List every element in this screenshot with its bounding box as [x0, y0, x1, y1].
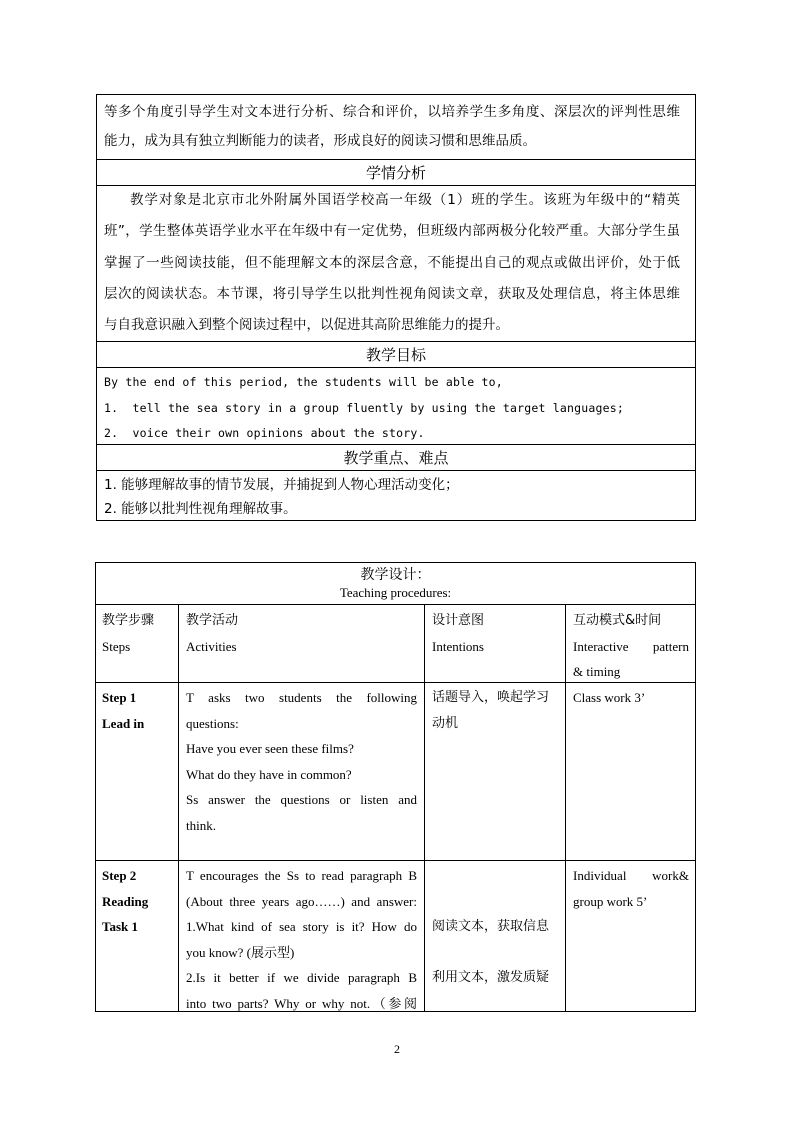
col-divider: [565, 604, 566, 1012]
activity-cell: [186, 863, 417, 1016]
activity-line: Ss answer the questions or listen and: [186, 792, 417, 807]
col-divider: [424, 604, 425, 1012]
activity-line: questions:: [186, 715, 239, 731]
analysis-line: 与自我意识融入到整个阅读过程中，以促进其高阶思维能力的提升。: [104, 317, 509, 333]
analysis-line: 层次的阅读状态。本节课，将引导学生以批判性视角阅读文章，获取及处理信息，将主体思维: [104, 286, 680, 302]
step-label: Step 2: [102, 868, 137, 883]
intention-line: 动机: [432, 715, 459, 731]
col-header-activities-en: Activities: [186, 638, 237, 654]
page-number: 2: [394, 1042, 400, 1056]
step-cell: [102, 863, 174, 940]
step-label: Step 1: [102, 690, 137, 705]
activity-line: What do they have in common?: [186, 766, 352, 782]
col-header-steps-en: Steps: [102, 638, 131, 654]
col-header-steps-cn: 教学步骤: [102, 613, 155, 628]
activity-line: into two parts? Why or why not.（参阅: [186, 995, 417, 1011]
section-header-key: 教学重点、难点: [343, 449, 449, 467]
step-label: Lead in: [102, 715, 145, 731]
col-header-pattern: [573, 608, 689, 685]
row-divider: [96, 470, 696, 471]
col-header-intentions: [432, 608, 560, 659]
intro-line: 能力，成为具有独立判断能力的读者，形成良好的阅读习惯和思维品质。: [104, 133, 536, 149]
row-divider: [96, 159, 696, 160]
col-header-pattern-cn: 互动模式&时间: [573, 613, 662, 628]
intention-line: 利用文本，激发质疑: [432, 970, 550, 985]
table-title-en: Teaching procedures:: [339, 585, 452, 600]
row-divider: [96, 367, 696, 368]
step-label: Task 1: [102, 919, 139, 934]
col-header-intentions-en: Intentions: [432, 638, 484, 654]
intention-line: 阅读文本，获取信息: [432, 919, 550, 934]
goal-line: 2. voice their own opinions about the story.: [104, 426, 425, 440]
section-header-goals: 教学目标: [365, 346, 426, 364]
col-header-intentions-cn: 设计意图: [432, 613, 485, 628]
row-divider: [96, 185, 696, 186]
activity-line: T encourages the Ss to read paragraph B: [186, 868, 417, 883]
col-header-pattern-en: Interactive pattern: [573, 638, 689, 654]
key-line: 2. 能够以批判性视角理解故事。: [104, 501, 297, 517]
row-divider: [96, 341, 696, 342]
activity-line: 2.Is it better if we divide paragraph B: [186, 970, 417, 985]
step-label: Reading: [102, 893, 149, 909]
col-divider: [178, 604, 179, 1012]
row-divider: [95, 860, 696, 861]
intention-cell: [432, 685, 560, 736]
step-cell: [102, 685, 174, 736]
activity-line: Have you ever seen these films?: [186, 741, 354, 756]
pattern-line: Individual work&: [573, 868, 689, 883]
activity-line: T asks two students the following: [186, 690, 417, 705]
intention-line: 话题导入，唤起学习: [432, 690, 550, 705]
pattern-cell: [573, 863, 689, 914]
section-header-analysis: 学情分析: [365, 164, 426, 182]
goal-line: By the end of this period, the students will be able to,: [104, 375, 503, 389]
pattern-line: group work 5’: [573, 893, 648, 909]
col-header-activities-cn: 教学活动: [186, 613, 239, 628]
intro-line: 等多个角度引导学生对文本进行分析、综合和评价，以培养学生多角度、深层次的评判性思维: [104, 104, 680, 120]
analysis-line: 掌握了一些阅读技能，但不能理解文本的深层含意，不能提出自己的观点或做出评价，处于低: [104, 255, 680, 271]
analysis-line: 班”，学生整体英语学业水平在年级中有一定优势，但班级内部两极分化较严重。大部分学生虽: [104, 223, 680, 239]
activity-line: you know? (展示型): [186, 944, 295, 960]
activity-line: think.: [186, 817, 216, 833]
col-header-pattern-en: & timing: [573, 664, 621, 679]
pattern-line: Class work 3’: [573, 690, 646, 705]
col-header-steps: [102, 608, 174, 659]
activity-line: (About three years ago……) and answer:: [186, 893, 417, 909]
table-title-cn: 教学设计：: [360, 567, 431, 583]
activity-line: 1.What kind of sea story is it? How do: [186, 919, 417, 934]
intention-cell: [432, 914, 560, 991]
col-header-activities: [186, 608, 418, 659]
row-divider: [95, 604, 696, 605]
activity-cell: [186, 685, 417, 838]
key-line: 1. 能够理解故事的情节发展，并捕捉到人物心理活动变化；: [104, 477, 459, 493]
goal-line: 1. tell the sea story in a group fluently by using the target languages;: [104, 401, 625, 415]
pattern-cell: [573, 685, 689, 711]
analysis-line: 教学对象是北京市北外附属外国语学校高一年级（1）班的学生。该班为年级中的“精英: [130, 192, 680, 208]
